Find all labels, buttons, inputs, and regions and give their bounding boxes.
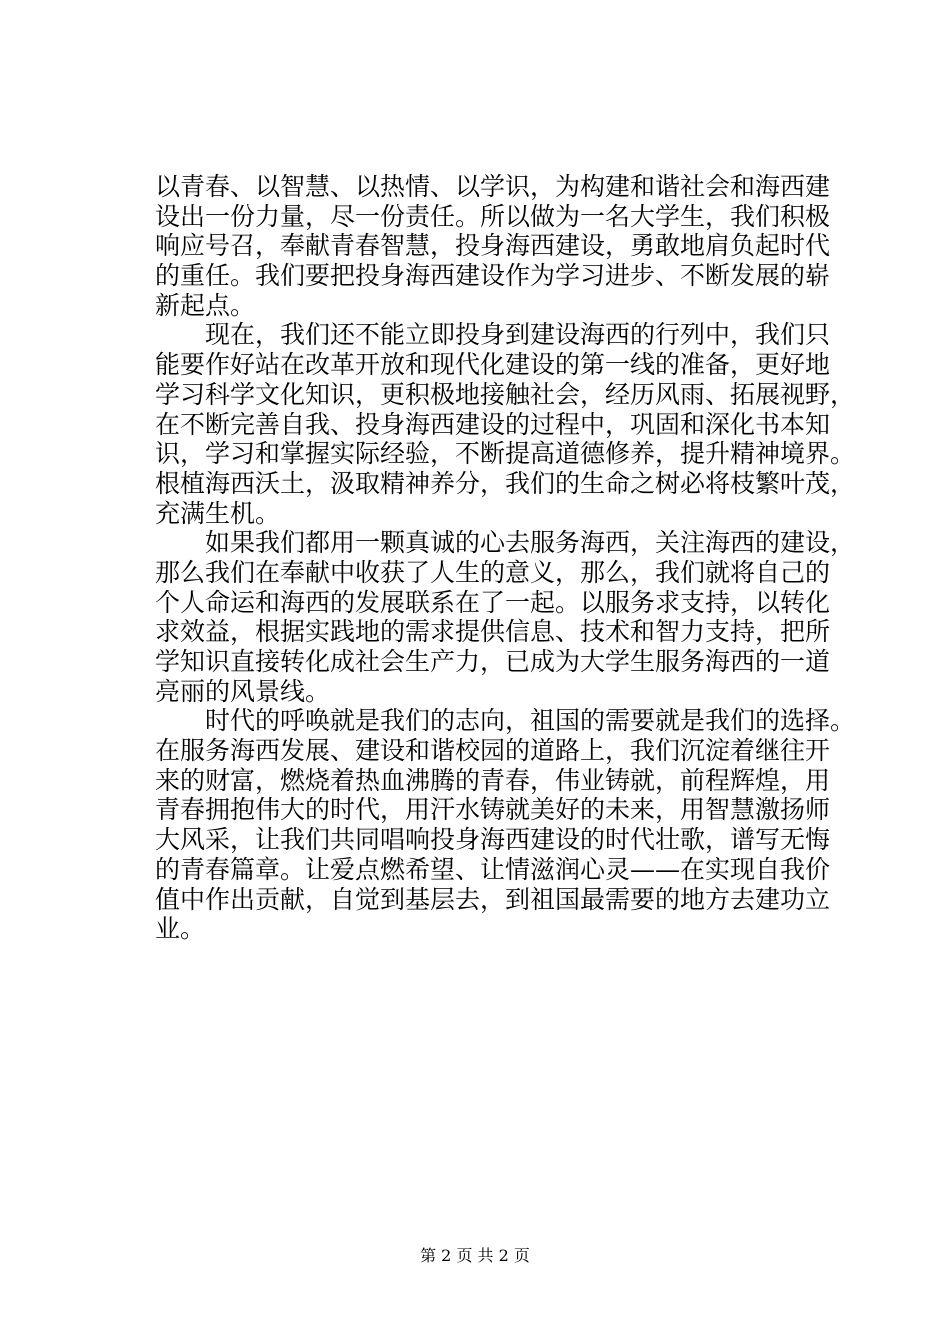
- text-line: 求效益，根据实践地的需求提供信息、技术和智力支持，把所: [155, 617, 831, 647]
- text-line: 那么我们在奉献中收获了人生的意义，那么，我们就将自己的: [155, 557, 831, 587]
- text-line: 学知识直接转化成社会生产力，已成为大学生服务海西的一道: [155, 647, 831, 676]
- text-line: 来的财富，燃烧着热血沸腾的青春，伟业铸就，前程辉煌，用: [155, 765, 831, 795]
- text-line: 亮丽的风景线。: [155, 676, 331, 706]
- text-line: 值中作出贡献，自觉到基层去，到祖国最需要的地方去建功立: [155, 884, 831, 914]
- text-line: 青春拥抱伟大的时代，用汗水铸就美好的未来，用智慧激扬师: [155, 795, 831, 825]
- text-line: 充满生机。: [155, 498, 281, 528]
- text-line: 新起点。: [155, 290, 256, 320]
- text-line: 大风采，让我们共同唱响投身海西建设的时代壮歌，谱写无悔: [155, 825, 831, 855]
- text-line: 识，学习和掌握实际经验，不断提高道德修养，提升精神境界。: [155, 439, 856, 469]
- text-line: 在服务海西发展、建设和谐校园的道路上，我们沉淀着继往开: [155, 736, 831, 766]
- text-line: 时代的呼唤就是我们的志向，祖国的需要就是我们的选择。: [205, 706, 856, 736]
- text-line: 学习科学文化知识，更积极地接触社会，经历风雨、拓展视野，: [155, 379, 856, 409]
- page-number-footer: 第 2 页 共 2 页: [420, 1246, 530, 1265]
- text-line: 响应号召，奉献青春智慧，投身海西建设，勇敢地肩负起时代: [155, 231, 831, 261]
- text-line: 个人命运和海西的发展联系在了一起。以服务求支持，以转化: [155, 587, 831, 617]
- text-line: 业。: [155, 914, 206, 944]
- text-line: 的重任。我们要把投身海西建设作为学习进步、不断发展的崭: [155, 261, 831, 291]
- text-line: 的青春篇章。让爱点燃希望、让情滋润心灵——在实现自我价: [155, 854, 831, 884]
- text-line: 在不断完善自我、投身海西建设的过程中，巩固和深化书本知: [155, 409, 831, 439]
- text-line: 如果我们都用一颗真诚的心去服务海西，关注海西的建设，: [205, 528, 856, 558]
- text-line: 现在，我们还不能立即投身到建设海西的行列中，我们只: [205, 320, 831, 350]
- text-line: 能要作好站在改革开放和现代化建设的第一线的准备，更好地: [155, 350, 831, 380]
- text-line: 根植海西沃土，汲取精神养分，我们的生命之树必将枝繁叶茂，: [155, 468, 856, 498]
- document-body: [155, 172, 856, 944]
- text-line: 以青春、以智慧、以热情、以学识，为构建和谐社会和海西建: [155, 172, 831, 201]
- text-line: 设出一份力量，尽一份责任。所以做为一名大学生，我们积极: [155, 201, 831, 231]
